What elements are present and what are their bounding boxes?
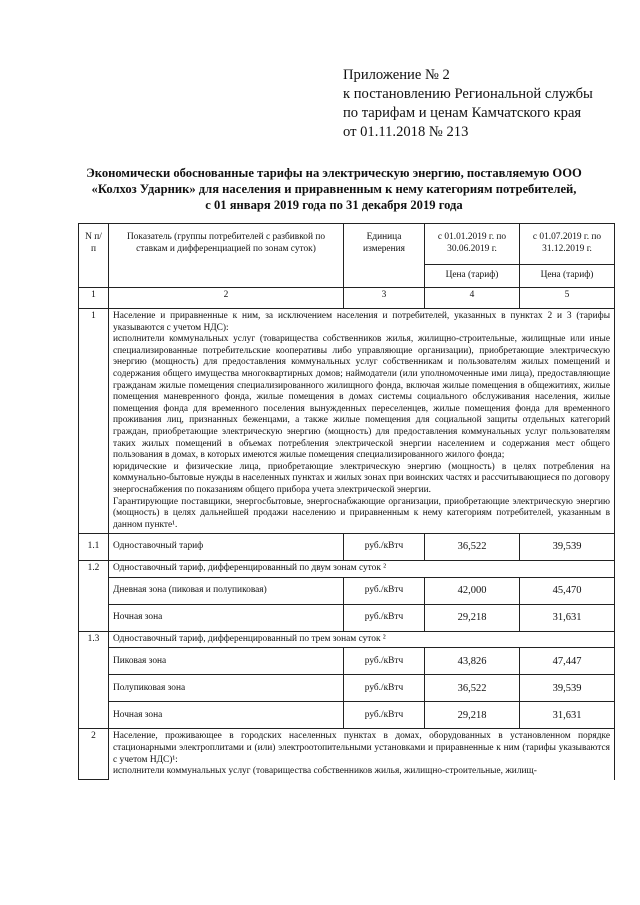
table-row <box>79 561 615 578</box>
appendix-line: от 01.11.2018 № 213 <box>343 124 469 140</box>
zone-value-1: 43,826 <box>425 648 520 675</box>
zone-unit: руб./кВтч <box>344 675 425 702</box>
table-row <box>79 534 615 561</box>
zone-value-2: 47,447 <box>520 648 615 675</box>
zone-label: Дневная зона (пиковая и полупиковая) <box>109 577 344 604</box>
section-1-paragraph: Гарантирующие поставщики, энергосбытовые, энергоснабжающие организации, приобретающие электрическую энергию (мощность) в целях дальнейшей продажи населению и приравненным к нему категориям потребителей, указанным в данном пункте¹. <box>113 496 610 530</box>
header-indicator: Показатель (группы потребителей с разбивкой по ставкам и дифференциацией по зонам суток) <box>109 224 344 288</box>
table-row <box>79 604 615 631</box>
header-num: N п/п <box>79 224 109 288</box>
zone-label: Полупиковая зона <box>109 675 344 702</box>
section-1-paragraph: юридические и физические лица, приобретающие электрическую энергию (мощность) в целях потребления на коммунально-бытовые нужды в населенных пунктах и жилых зонах при воинских частях и рассчитывающиеся по договору энергоснабжения по показаниям общего прибора учета электрической энергии. <box>113 461 610 495</box>
colnum: 3 <box>344 288 425 309</box>
zone-label: Ночная зона <box>109 604 344 631</box>
section-1-row <box>79 309 615 534</box>
tariff-table <box>78 223 615 780</box>
appendix-block <box>343 66 633 142</box>
row-group-label: Одноставочный тариф, дифференцированный по трем зонам суток ² <box>109 631 615 648</box>
section-2-text <box>109 729 615 780</box>
header-price-1: Цена (тариф) <box>425 265 520 288</box>
column-numbers-row <box>79 288 615 309</box>
header-unit: Единица измерения <box>344 224 425 288</box>
header-period-2: с 01.07.2019 г. по 31.12.2019 г. <box>520 224 615 265</box>
section-2-num: 2 <box>79 729 109 780</box>
section-1-text <box>109 309 615 534</box>
title-line: «Колхоз Ударник» для населения и приравненным к нему категориям потребителей, <box>91 182 577 196</box>
table-row <box>79 631 615 648</box>
row-num: 1.1 <box>79 534 109 561</box>
table-row <box>79 648 615 675</box>
zone-value-2: 31,631 <box>520 604 615 631</box>
zone-label: Ночная зона <box>109 702 344 729</box>
colnum: 5 <box>520 288 615 309</box>
header-period-1: с 01.01.2019 г. по 30.06.2019 г. <box>425 224 520 265</box>
zone-unit: руб./кВтч <box>344 577 425 604</box>
zone-value-2: 31,631 <box>520 702 615 729</box>
section-2-paragraph: Население, проживающее в городских населенных пунктах в домах, оборудованных в установленном порядке стационарными электроплитами и (или) электроотопительными установками и приравненные к ним (тарифы указываются с учетом НДС)¹: <box>113 731 610 765</box>
row-unit: руб./кВтч <box>344 534 425 561</box>
section-2-paragraph: исполнители коммунальных услуг (товарищества собственников жилья, жилищно-строительные, жилищ- <box>113 766 537 777</box>
zone-value-1: 42,000 <box>425 577 520 604</box>
colnum: 1 <box>79 288 109 309</box>
section-1-paragraph: исполнители коммунальных услуг (товарищества собственников жилья, жилищно-строительные, жилищные или иные специализированные потребительские кооперативы либо управляющие организации), приобретающие электрическую энергию (мощность) для предоставления коммунальных услуг собственникам и пользователям жилых помещений и содержания общего имущества многоквартирных домов; наймодатели (или уполномоченные ими лица), предоставляющие гражданам жилые помещения специализированного жилищного фонда, включая жилые помещения в общежитиях, жилые помещения маневренного фонда, жилые помещения в домах системы социального обслуживания населения, жилые помещения фонда для временного поселения вынужденных переселенцев, жилые помещения фонда для временного проживания лиц, признанных беженцами, а также жилые помещения для социальной защиты отдельных категорий граждан, приобретающие электрическую энергию (мощность) для предоставления коммунальных услуг пользователям таких жилых помещений в объемах потребления электрической энергии населением и содержания мест общего пользования в домах, в которых имеются жилые помещения специализированного жилого фонда; <box>113 334 610 461</box>
table-header-row <box>79 224 615 265</box>
zone-unit: руб./кВтч <box>344 648 425 675</box>
header-price-2: Цена (тариф) <box>520 265 615 288</box>
zone-unit: руб./кВтч <box>344 702 425 729</box>
zone-value-1: 29,218 <box>425 604 520 631</box>
section-1-paragraph: Население и приравненные к ним, за исключением населения и потребителей, указанных в пунктах 2 и 3 (тарифы указываются с учетом НДС): <box>113 311 610 333</box>
section-2-row <box>79 729 615 780</box>
table-row <box>79 577 615 604</box>
row-value-1: 36,522 <box>425 534 520 561</box>
row-group-label: Одноставочный тариф, дифференцированный по двум зонам суток ² <box>109 561 615 578</box>
row-label: Одноставочный тариф <box>109 534 344 561</box>
zone-value-1: 36,522 <box>425 675 520 702</box>
zone-value-1: 29,218 <box>425 702 520 729</box>
appendix-line: по тарифам и ценам Камчатского края <box>343 105 582 121</box>
title-line: Экономически обоснованные тарифы на электрическую энергию, поставляемую ООО <box>86 166 582 180</box>
title-line: с 01 января 2019 года по 31 декабря 2019 года <box>205 198 463 212</box>
table-row <box>79 702 615 729</box>
section-1-num: 1 <box>79 309 109 534</box>
appendix-line: Приложение № 2 <box>343 67 450 83</box>
zone-unit: руб./кВтч <box>344 604 425 631</box>
document-title <box>80 165 588 213</box>
row-num: 1.3 <box>79 631 109 729</box>
colnum: 2 <box>109 288 344 309</box>
appendix-line: к постановлению Региональной службы <box>343 86 593 102</box>
row-value-2: 39,539 <box>520 534 615 561</box>
zone-label: Пиковая зона <box>109 648 344 675</box>
table-row <box>79 675 615 702</box>
zone-value-2: 45,470 <box>520 577 615 604</box>
row-num: 1.2 <box>79 561 109 632</box>
colnum: 4 <box>425 288 520 309</box>
zone-value-2: 39,539 <box>520 675 615 702</box>
